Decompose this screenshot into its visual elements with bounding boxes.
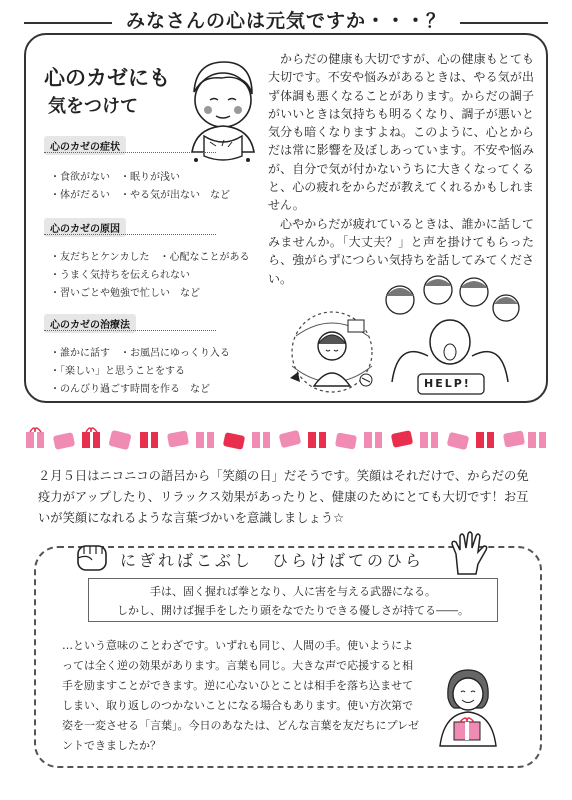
kaze-heading xyxy=(44,62,194,118)
quote-line-1: 手は、固く握れば拳となり、人に害を与える武器になる。 xyxy=(150,585,436,598)
article-paragraph-1: からだの健康も大切ですが、心の健康もとても大切です。不安や悩みがあるときは、やる気が出ず体調も悪くなることがあります。からだの調子がいいときは気持ちも明るくなり、調子が悪いと気分も暗くなりますよね。このように、心とからだは常に影響を及ぼしあっています。不安や悩みが、自分で気が付かないうちに大きくなってくると、心の疲れをからだが教えてくれるかもしれません。 xyxy=(268,52,534,213)
treatment-rule xyxy=(44,330,216,331)
gift-box-icon xyxy=(391,430,413,448)
quote-line-2: しかし、開けば握手をしたり頭をなでたりできる優しさが持てる――。 xyxy=(117,604,469,617)
article-paragraph-2: 心やからだが疲れているときは、誰かに話してみませんか。「大丈夫？」と声を掛けてもらったら、強がらずにつらい気持ちを話してみてください。 xyxy=(268,216,534,286)
treatment-item: ・「楽しい」と思うことをする xyxy=(50,366,185,377)
gift-box-icon xyxy=(252,432,270,448)
causes-label: 心のカゼの原因 xyxy=(44,218,126,237)
gift-box-icon xyxy=(335,432,357,449)
proverb-quote xyxy=(88,578,498,622)
gift-box-icon xyxy=(308,432,326,448)
gift-box-icon xyxy=(476,432,494,448)
gift-box-icon xyxy=(82,428,100,448)
gift-box-icon xyxy=(108,430,131,450)
smile-day-notice: ２月５日はニコニコの語呂から「笑顔の日」だそうです。笑顔はそれだけで、からだの免疫力がアップしたり、リラックス効果があったりと、健康のためにとても大切です！お互いが笑顔になれるような言葉づかいを意識しましょう☆ xyxy=(38,469,529,525)
symptom-item: ・食欲がない ・眠りが浅い xyxy=(50,172,180,183)
cause-item: ・習いごとや勉強で忙しい など xyxy=(50,288,200,299)
gift-box-icon xyxy=(196,432,214,448)
treatment-item: ・のんびり過ごす時間を作る など xyxy=(50,384,210,395)
gift-box-icon xyxy=(420,432,438,448)
kaze-heading-line1: 心のカゼにも xyxy=(44,66,170,90)
fist-icon xyxy=(72,536,112,576)
cause-item: ・うまく気持ちを伝えられない xyxy=(50,270,190,281)
proverb-title: にぎればこぶし ひらけばてのひら xyxy=(120,551,425,570)
worried-child-illustration xyxy=(282,306,382,398)
causes-rule xyxy=(44,234,216,235)
gift-box-icon xyxy=(364,432,382,448)
gift-box-icon xyxy=(503,430,525,447)
symptom-item: ・体がだるい ・やる気が出ない など xyxy=(50,190,230,201)
cause-item: ・友だちとケンカした ・心配なことがある xyxy=(50,252,250,263)
treatment-item: ・誰かに話す ・お風呂にゆっくり入る xyxy=(50,348,230,359)
symptoms-rule xyxy=(44,152,216,153)
proverb-explanation: …という意味のことわざです。いずれも同じ、人間の手。使いようによっては全く逆の効果があります。言葉も同じ。大きな声で応援すると相手を励ますことができます。逆に心ないひとことは相手を落ち込ませてしまい、取り返しのつかないことになる場合もあります。使い方次第で姿を一変させる「言葉」。今日のあなたは、どんな言葉を友だちにプレゼントできましたか？ xyxy=(62,639,420,752)
main-article xyxy=(268,50,534,288)
help-sign-text: HELP! xyxy=(424,377,471,390)
symptoms-label: 心のカゼの症状 xyxy=(44,136,126,155)
kaze-heading-line2: 気をつけて xyxy=(48,96,138,117)
gift-box-icon xyxy=(26,428,44,448)
girl-with-gift-illustration xyxy=(430,664,506,748)
sick-child-illustration xyxy=(182,56,264,166)
gift-box-icon xyxy=(53,432,75,450)
gift-box-icon xyxy=(279,430,302,448)
gift-box-icon xyxy=(528,432,546,448)
gift-box-icon xyxy=(447,432,470,450)
treatment-label: 心のカゼの治療法 xyxy=(44,314,136,333)
page-title: みなさんの心は元気ですか・・・？ xyxy=(112,6,460,33)
gift-divider xyxy=(24,424,548,452)
page-header xyxy=(24,6,548,36)
gift-box-icon xyxy=(167,430,189,447)
gift-box-icon xyxy=(140,432,158,448)
gift-box-icon xyxy=(223,432,245,450)
open-hand-icon xyxy=(448,530,492,576)
